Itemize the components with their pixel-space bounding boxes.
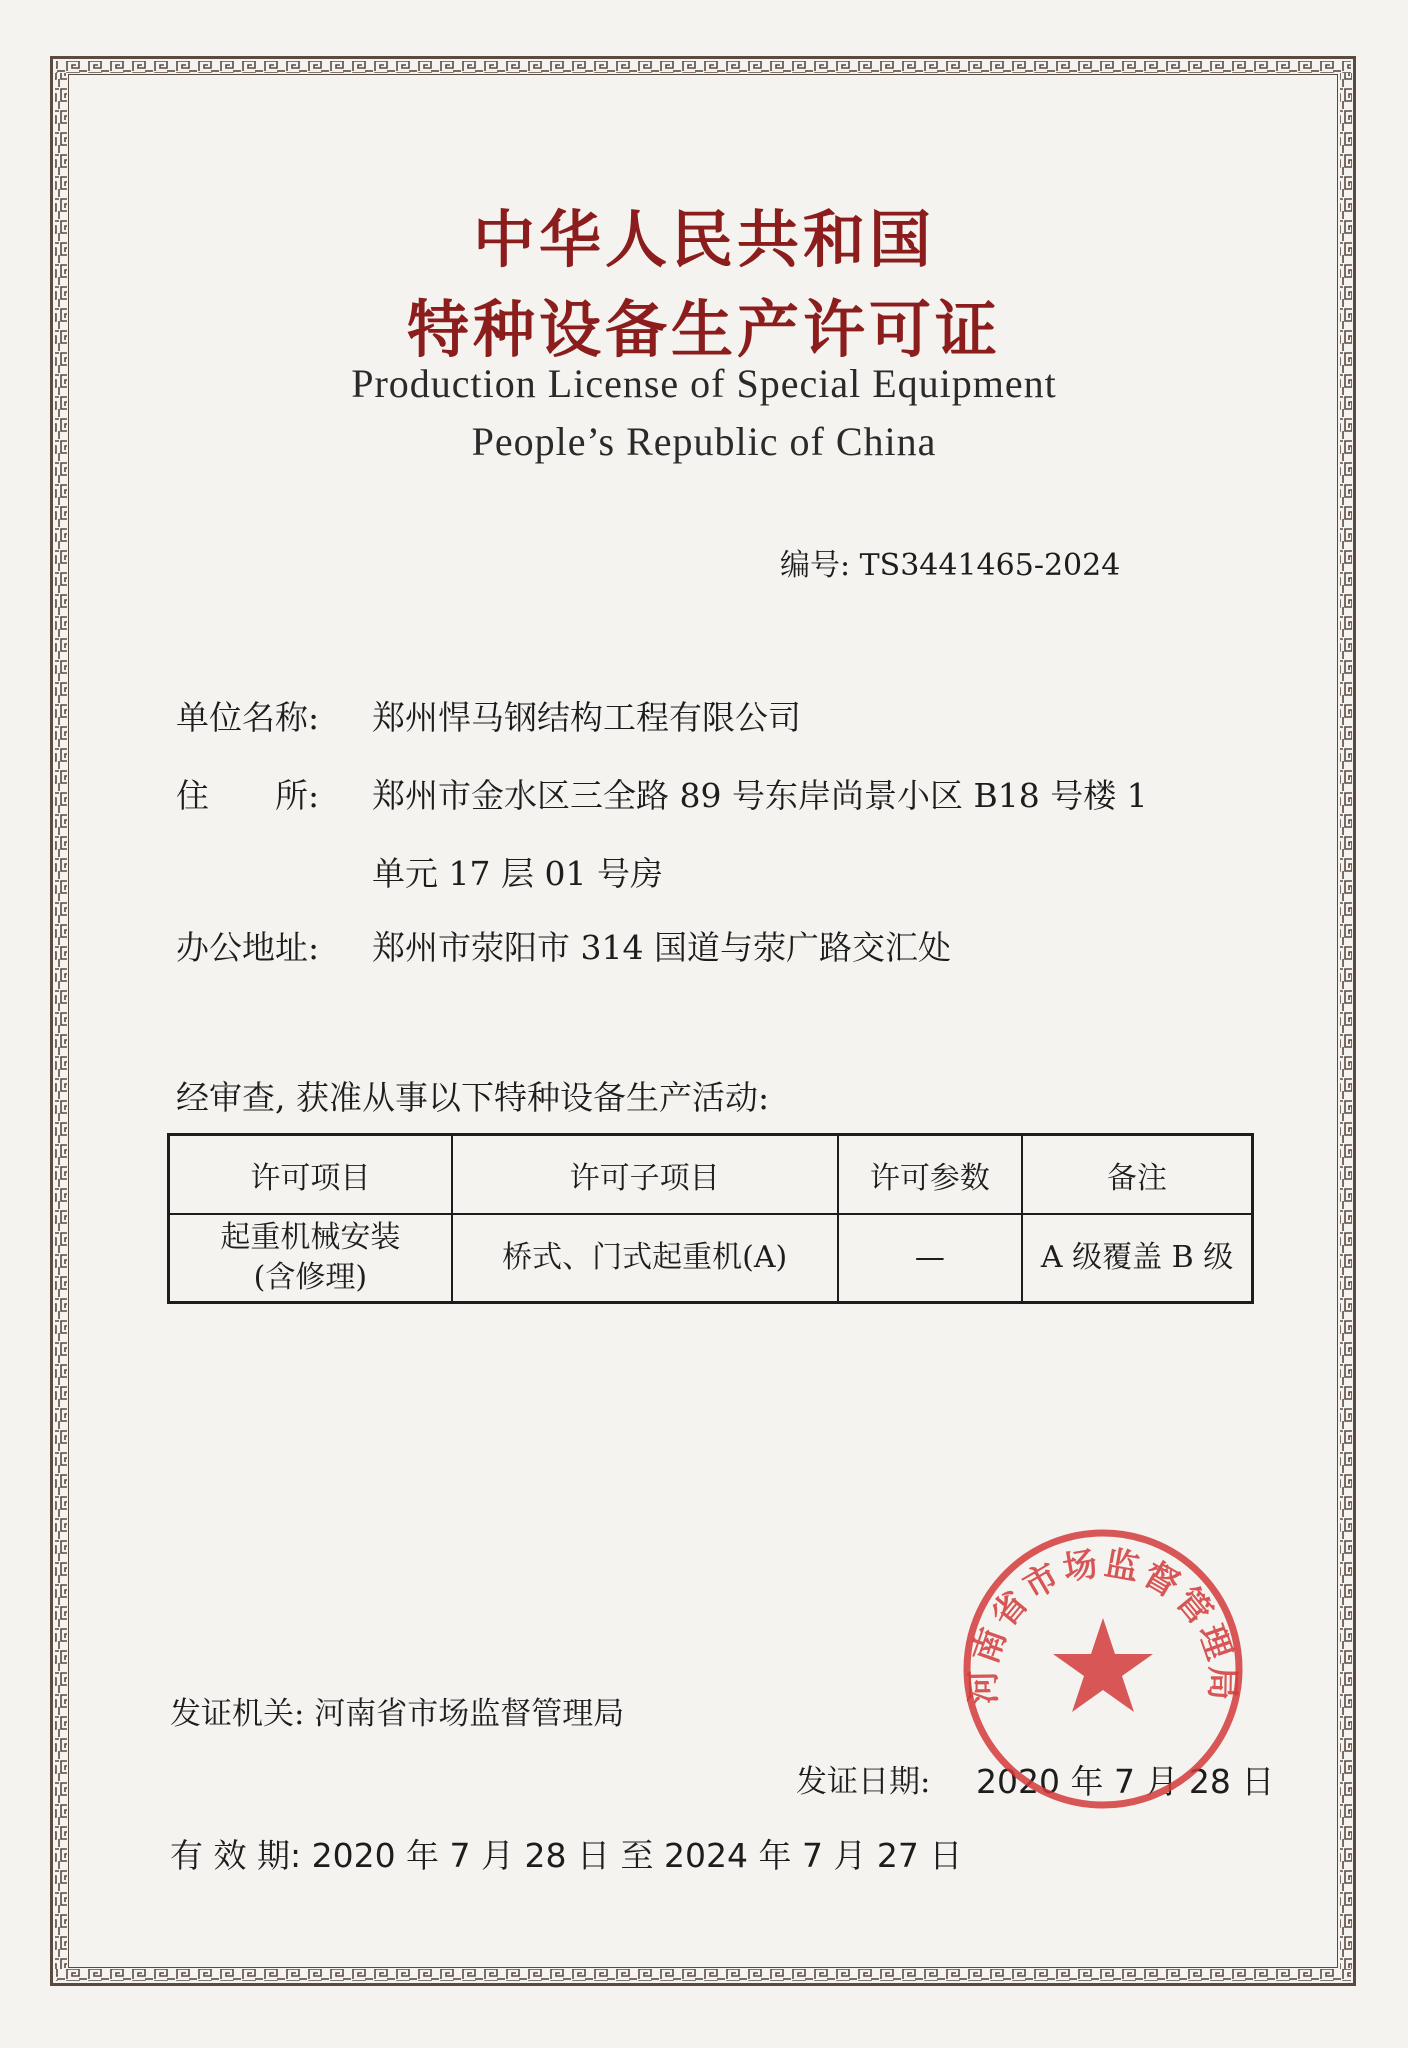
header-permit-item: 许可项目 [169, 1135, 452, 1215]
office-address-value: 郑州市荥阳市 314 国道与荥广路交汇处 [372, 928, 951, 967]
office-address-label: 办公地址: [176, 928, 320, 967]
company-name-label: 单位名称: [176, 698, 320, 737]
table-row [169, 1214, 1253, 1303]
title-cn-line1: 中华人民共和国 [472, 203, 935, 276]
seal-star-icon [1053, 1618, 1153, 1712]
table-header-row [169, 1135, 1253, 1215]
approval-note: 经审查, 获准从事以下特种设备生产活动: [176, 1078, 770, 1117]
header-permit-parameter: 许可参数 [838, 1135, 1023, 1215]
cell-permit-item [169, 1214, 452, 1303]
title-cn-line2: 特种设备生产许可证 [406, 293, 1001, 366]
cell-permit-sub-item: 桥式、门式起重机(A) [452, 1214, 838, 1303]
title-en-line1: Production License of Special Equipment [351, 361, 1057, 406]
title-en-line2: People’s Republic of China [471, 419, 937, 464]
license-number: 编号: TS3441465-2024 [780, 548, 1121, 583]
cell-remark: A 级覆盖 B 级 [1022, 1214, 1252, 1303]
issue-date-label: 发证日期: [796, 1764, 931, 1800]
issue-date: 2020 年 7 月 28 日 [976, 1762, 1275, 1801]
address-value-line2: 单元 17 层 01 号房 [372, 854, 663, 893]
cell-permit-item-line2: (含修理) [253, 1260, 368, 1295]
address-label: 住 所: [176, 776, 320, 815]
cell-permit-parameter: — [838, 1214, 1023, 1303]
address-value-line1: 郑州市金水区三全路 89 号东岸尚景小区 B18 号楼 1 [372, 776, 1148, 815]
permits-table [167, 1133, 1254, 1304]
header-permit-sub-item: 许可子项目 [452, 1135, 838, 1215]
company-name-value: 郑州悍马钢结构工程有限公司 [372, 698, 801, 737]
validity-period: 有 效 期: 2020 年 7 月 28 日 至 2024 年 7 月 27 日 [170, 1836, 963, 1875]
official-seal [960, 1526, 1246, 1812]
seal-text: 河南省市场监督管理局 [963, 1543, 1243, 1705]
cell-permit-item-line1: 起重机械安装 [220, 1220, 401, 1255]
issuing-authority: 发证机关: 河南省市场监督管理局 [170, 1696, 625, 1732]
header-remark: 备注 [1022, 1135, 1252, 1215]
